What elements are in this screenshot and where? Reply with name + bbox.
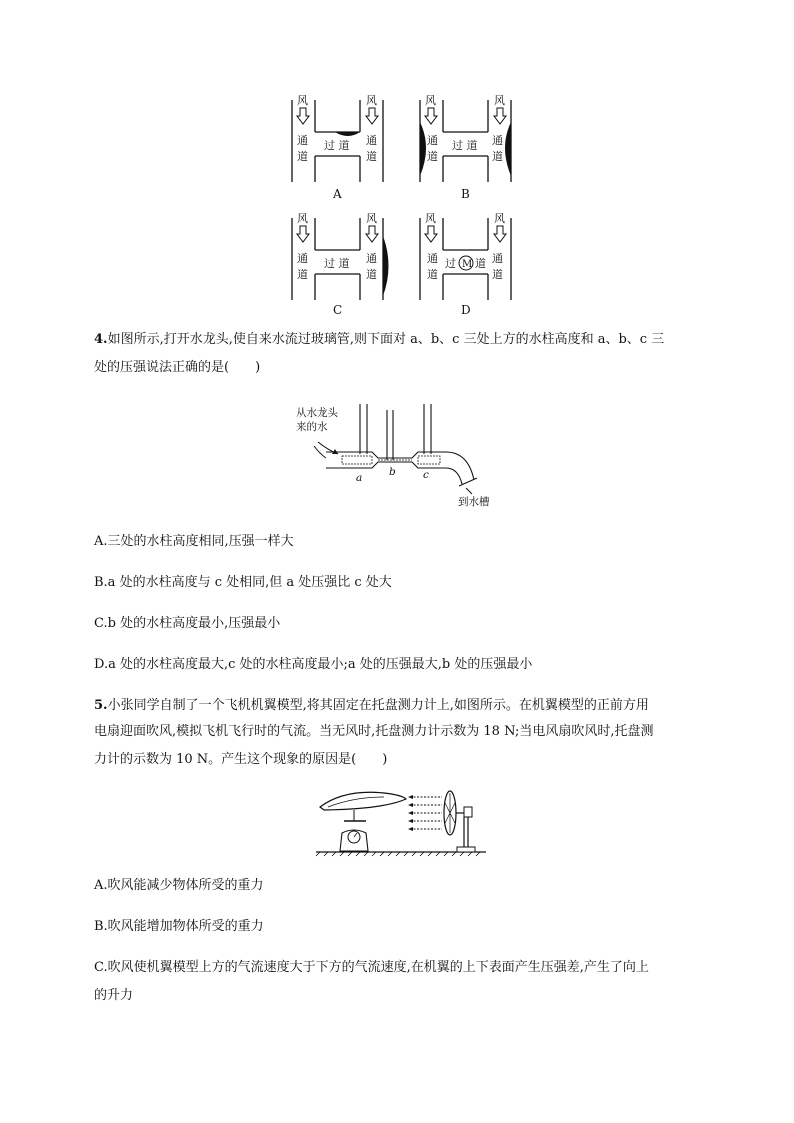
wind-label-c-left: 风: [297, 212, 308, 225]
passage-a: 过 道: [324, 139, 350, 152]
wind-label-c-right: 风: [366, 212, 377, 225]
q4-stem-line1: [94, 330, 694, 350]
q5-stem-text2: 电扇迎面吹风,模拟飞机飞行时的气流。当无风时,托盘测力计示数为 18 N;当电风扇吹风时,托盘测: [94, 724, 654, 739]
channel-c-left-bottom: 道: [297, 268, 308, 281]
passage-c: 过 道: [324, 257, 350, 270]
source-label-2: 来的水: [296, 421, 328, 433]
channel-b-left-top: 通: [427, 134, 438, 147]
motor-label: M: [462, 259, 473, 270]
q4-option-b: [94, 573, 694, 593]
q5-option-c: [94, 958, 694, 978]
channel-b-right-bottom: 道: [492, 150, 503, 163]
panel-label-b: B: [461, 187, 470, 201]
q4-option-b-text: B.a 处的水柱高度与 c 处相同,但 a 处压强比 c 处大: [94, 575, 392, 590]
q4-number: 4.: [94, 332, 108, 347]
q4-option-d-text: D.a 处的水柱高度最大,c 处的水柱高度最小;a 处的压强最大,b 处的压强最小: [94, 657, 533, 672]
q5-option-c-text: C.吹风使机翼模型上方的气流速度大于下方的气流速度,在机翼的上下表面产生压强差,产生了向上: [94, 960, 649, 975]
panel-label-a: A: [333, 187, 342, 201]
wind-label-d-left: 风: [425, 212, 436, 225]
channel-d-left-bottom: 道: [427, 268, 438, 281]
panel-label-c: C: [333, 303, 343, 317]
tube-label-c: c: [423, 469, 429, 481]
q5-figure-svg: [314, 785, 489, 860]
q3-figure-svg: [280, 92, 520, 317]
q5-stem-line1: [94, 696, 694, 716]
channel-d-right-top: 通: [492, 252, 503, 265]
channel-d-left-top: 通: [427, 252, 438, 265]
wind-label-a-right: 风: [366, 94, 377, 107]
q3-figure: [280, 92, 520, 317]
sink-label: 到水槽: [458, 496, 490, 508]
q5-figure: [314, 785, 489, 860]
q5-option-c-cont-text: 的升力: [94, 988, 134, 1003]
q5-stem-text3: 力计的示数为 10 N。产生这个现象的原因是( ): [94, 752, 388, 767]
q5-stem-line3: [94, 750, 694, 770]
q4-option-c: [94, 614, 694, 634]
q5-option-b: [94, 917, 694, 937]
q4-figure: [296, 402, 506, 510]
wind-label-b-right: 风: [494, 94, 505, 107]
channel-c-left-top: 通: [297, 252, 308, 265]
passage-d-left: 过: [445, 257, 456, 270]
q5-option-b-text: B.吹风能增加物体所受的重力: [94, 919, 264, 934]
q4-stem-line2: [94, 358, 694, 378]
q4-figure-svg: [296, 402, 506, 510]
wind-label-a-left: 风: [297, 94, 308, 107]
channel-b-right-top: 通: [492, 134, 503, 147]
source-label-1: 从水龙头: [296, 407, 338, 419]
q4-option-c-text: C.b 处的水柱高度最小,压强最小: [94, 616, 281, 631]
channel-c-right-bottom: 道: [366, 268, 377, 281]
tube-label-b: b: [389, 466, 396, 478]
q4-stem-text1: 如图所示,打开水龙头,使自来水流过玻璃管,则下面对 a、b、c 三处上方的水柱高度和 a、b、c 三: [107, 332, 665, 347]
channel-a-right-top: 通: [366, 134, 377, 147]
q4-option-d: [94, 655, 694, 675]
panel-label-d: D: [461, 303, 471, 317]
q5-stem-text1: 小张同学自制了一个飞机机翼模型,将其固定在托盘测力计上,如图所示。在机翼模型的正前方用: [107, 698, 649, 713]
channel-a-left-top: 通: [297, 134, 308, 147]
tube-label-a: a: [356, 472, 363, 484]
panel-b: [420, 94, 511, 201]
passage-d-right: 道: [475, 257, 486, 270]
channel-d-right-bottom: 道: [492, 268, 503, 281]
channel-b-left-bottom: 道: [427, 150, 438, 163]
channel-a-right-bottom: 道: [366, 150, 377, 163]
channel-c-right-top: 通: [366, 252, 377, 265]
wind-label-d-right: 风: [494, 212, 505, 225]
q4-option-a-text: A.三处的水柱高度相同,压强一样大: [94, 534, 294, 549]
q5-stem-line2: [94, 722, 694, 742]
q5-number: 5.: [94, 698, 108, 713]
panel-a: [292, 94, 383, 201]
panel-d: [420, 212, 511, 317]
q5-option-a: [94, 876, 694, 896]
q5-option-a-text: A.吹风能减少物体所受的重力: [94, 878, 264, 893]
panel-c: [292, 212, 389, 317]
passage-b: 过 道: [452, 139, 478, 152]
wind-label-b-left: 风: [425, 94, 436, 107]
q4-option-a: [94, 532, 694, 552]
q4-stem-text2: 处的压强说法正确的是( ): [94, 360, 261, 375]
channel-a-left-bottom: 道: [297, 150, 308, 163]
q5-option-c-cont: [94, 986, 694, 1006]
